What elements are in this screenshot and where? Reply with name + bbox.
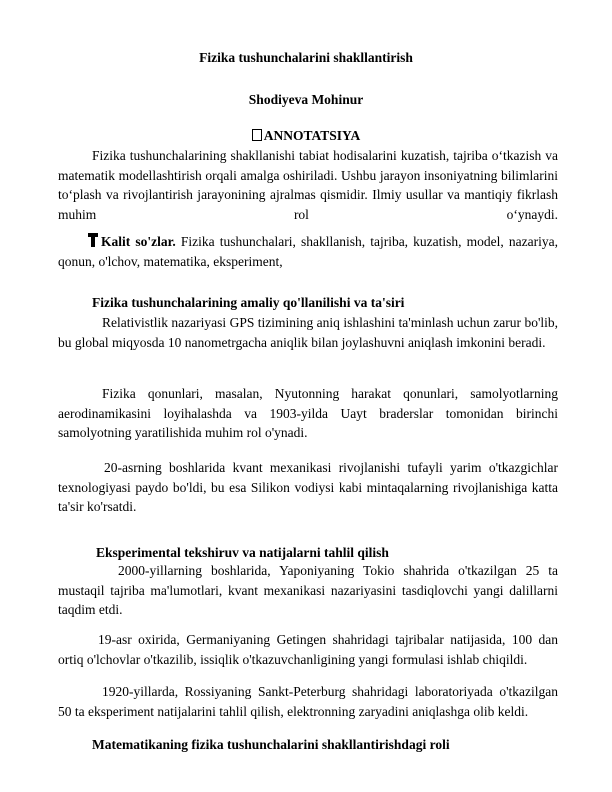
keywords-text: Fizika tushunchalari, shakllanish, tajriba, kuzatish, model, nazariya, qonun, o'lchov, matematika, eksperiment,: [58, 234, 558, 269]
section2-paragraph-1: [58, 561, 558, 620]
section2-heading: Eksperimental tekshiruv va natijalarni tahlil qilish: [96, 545, 389, 560]
annotation-text: Fizika tushunchalarining shakllanishi tabiat hodisalarini kuzatish, tajriba o‘tkazish va matematik modellashtirish orqali amalga oshiriladi. Ushbu jarayon insoniyatning bilimlarini to‘plash va rivojlantirish jarayonining ajralmas qismidir. Ilmiy usullar va mantiqiy fikrlash muhim rol o‘ynaydi.: [58, 148, 558, 222]
keywords-label: Kalit so'zlar.: [101, 234, 176, 249]
author-name: Shodiyeva Mohinur: [248, 92, 364, 107]
paper-title: Fizika tushunchalarini shakllantirish: [199, 50, 413, 65]
placeholder-box-icon: [252, 129, 262, 141]
section1-paragraph-2-text: Fizika qonunlari, masalan, Nyutonning harakat qonunlari, samolyotlarning aerodinamikasini loyihalashda va 1903-yilda Uayt braderslar tomonidan birinchi samolyotning yaratilishida muhim rol o'ynadi.: [58, 386, 558, 440]
section1-paragraph-3: [58, 458, 558, 517]
keywords-paragraph: [58, 232, 558, 271]
section1-paragraph-3-text: 20-asrning boshlarida kvant mexanikasi rivojlanishi tufayli yarim o'tkazgichlar texnologiyasi paydo bo'ldi, bu esa Silikon vodiysi kabi mintaqalarning rivojlanishiga katta ta'sir ko'rsatdi.: [58, 460, 558, 514]
annotation-heading: ANNOTATSIYA: [263, 128, 361, 143]
section3-heading: Matematikaning fizika tushunchalarini shakllantirishdagi roli: [92, 737, 450, 752]
section2-paragraph-2: [58, 630, 558, 669]
section2-paragraph-2-text: 19-asr oxirida, Germaniyaning Getingen shahridagi tajribalar natijasida, 100 dan ortiq o'lchovlar o'tkazilib, issiqlik o'tkazuvchanligining yangi formulasi ishlab chiqildi.: [58, 632, 558, 667]
section1-paragraph-1-text: Relativistlik nazariyasi GPS tizimining aniq ishlashini ta'minlash uchun zarur bo'lib, bu global miqyosda 10 nanometrgacha aniqlik bilan joylashuvni aniqlash imkonini beradi.: [58, 315, 558, 350]
section2-paragraph-3: [58, 682, 558, 721]
section1-paragraph-1: [58, 313, 558, 352]
section1-paragraph-2: [58, 384, 558, 443]
section1-heading: Fizika tushunchalarining amaliy qo'llanilishi va ta'siri: [92, 295, 405, 310]
section2-paragraph-1-text: 2000-yillarning boshlarida, Yaponiyaning Tokio shahrida o'tkazilgan 25 ta mustaqil tajriba ma'lumotlari, kvant mexanikasi nazariyasini tasdiqlovchi yangi dalillarni taqdim etdi.: [58, 563, 558, 617]
key-bullet-icon: [88, 233, 98, 247]
annotation-heading-row: [0, 128, 612, 144]
section2-paragraph-3-text: 1920-yillarda, Rossiyaning Sankt-Peterburg shahridagi laboratoriyada o'tkazilgan 50 ta eksperiment natijalarini tahlil qilish, elektronning zaryadini aniqlashga olib keldi.: [58, 684, 558, 719]
annotation-paragraph: [58, 146, 558, 224]
